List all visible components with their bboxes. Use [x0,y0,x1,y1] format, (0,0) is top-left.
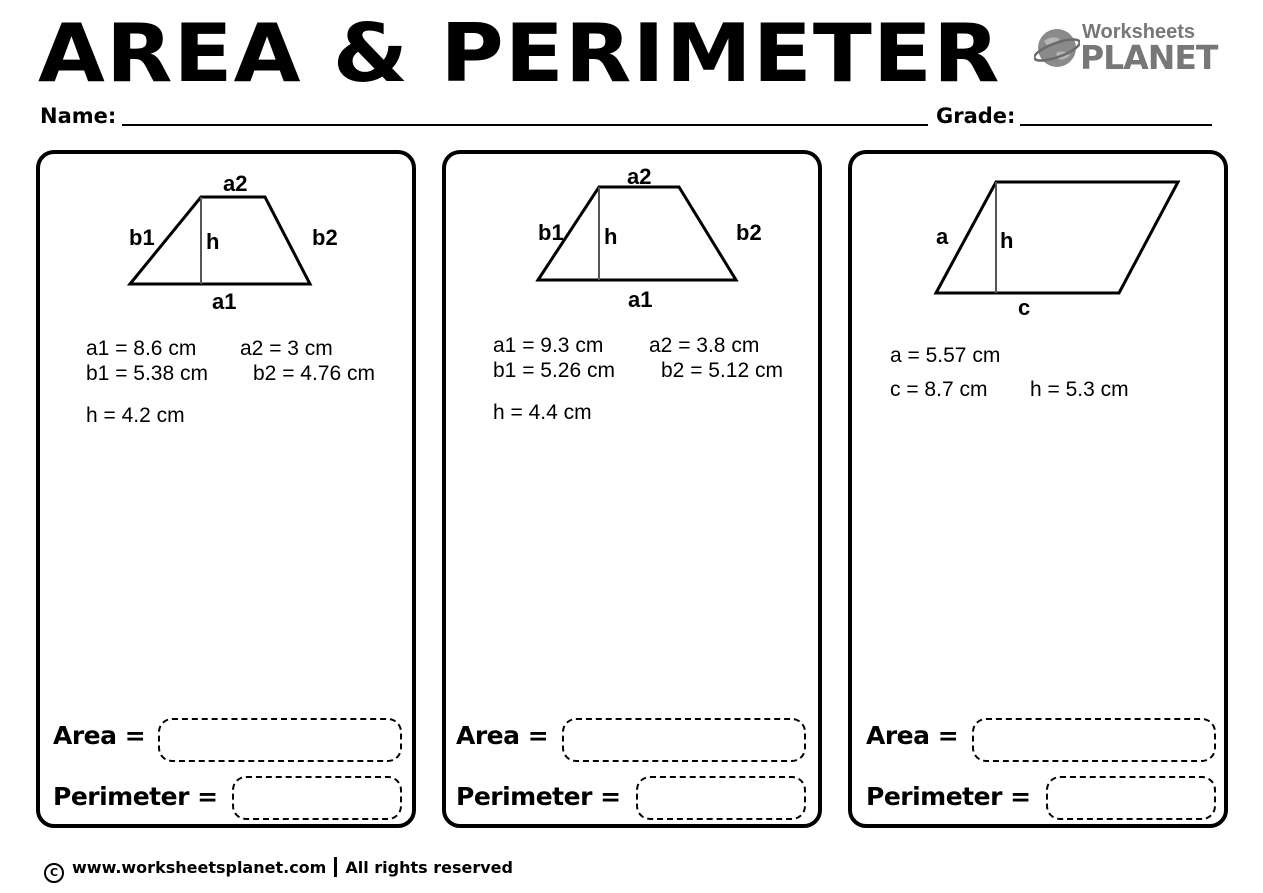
worksheets-planet-logo [1032,21,1218,78]
given-a2: a2 = 3.8 cm [649,334,760,357]
footer-rights: All rights reserved [345,858,513,877]
given-b1: b1 = 5.26 cm [493,359,615,382]
label-b2: b2 [312,225,338,250]
area-answer-box[interactable] [972,718,1216,762]
label-b1: b1 [538,220,564,245]
label-a1: a1 [212,289,237,314]
label-h: h [1000,228,1014,253]
trapezoid-figure [446,154,826,354]
perimeter-answer-box[interactable] [636,776,806,820]
label-a: a [936,224,949,249]
trapezoid-figure [40,154,420,354]
given-a: a = 5.57 cm [890,344,1001,367]
area-label: Area = [866,721,959,750]
perimeter-label: Perimeter = [866,782,1031,811]
footer-site: www.worksheetsplanet.com [72,858,327,877]
label-h: h [604,224,618,249]
name-grade-row [40,104,1215,130]
given-a1: a1 = 9.3 cm [493,334,604,357]
problem-card-2 [442,150,822,828]
logo-text-bottom: PLANET [1080,38,1218,77]
label-a1: a1 [628,287,653,312]
footer [44,857,513,883]
given-h: h = 4.2 cm [86,404,185,427]
area-answer-box[interactable] [158,718,402,762]
footer-divider [334,857,337,877]
copyright-icon: C [44,863,64,883]
name-write-line[interactable] [122,124,928,126]
label-c: c [1018,295,1031,320]
given-a2: a2 = 3 cm [240,337,333,360]
label-h: h [206,229,220,254]
perimeter-answer-box[interactable] [1046,776,1216,820]
problem-card-3 [848,150,1228,828]
area-label: Area = [456,721,549,750]
logo-text-top: Worksheets [1082,21,1196,43]
given-b2: b2 = 4.76 cm [253,362,375,385]
perimeter-label: Perimeter = [53,782,218,811]
problem-card-1 [36,150,416,828]
label-b2: b2 [736,220,762,245]
given-c: c = 8.7 cm [890,378,988,401]
area-label: Area = [53,721,146,750]
given-h: h = 5.3 cm [1030,378,1129,401]
perimeter-label: Perimeter = [456,782,621,811]
given-b1: b1 = 5.38 cm [86,362,208,385]
parallelogram-figure [852,154,1232,354]
label-a2: a2 [223,171,248,196]
perimeter-answer-box[interactable] [232,776,402,820]
grade-write-line[interactable] [1020,124,1212,126]
trapezoid-shape [130,197,310,284]
parallelogram-shape [936,182,1178,293]
worksheet-title: AREA & PERIMETER [38,7,1001,100]
given-h: h = 4.4 cm [493,401,592,424]
given-a1: a1 = 8.6 cm [86,337,197,360]
label-b1: b1 [129,225,155,250]
area-answer-box[interactable] [562,718,806,762]
given-b2: b2 = 5.12 cm [661,359,783,382]
planet-icon [1034,25,1080,71]
trapezoid-shape [538,187,736,280]
grade-label: Grade: [936,104,1016,128]
name-label: Name: [40,104,117,128]
label-a2: a2 [627,164,652,189]
